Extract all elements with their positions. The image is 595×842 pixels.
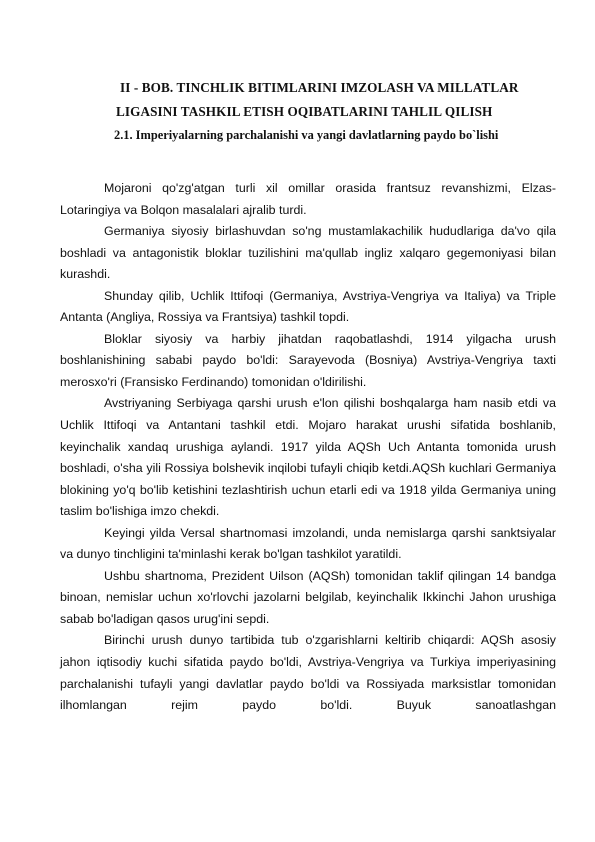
- chapter-title-line-2: LIGASINI TASHKIL ETISH OQIBATLARINI TAHLIL QILISH: [116, 104, 493, 119]
- paragraph: Germaniya siyosiy birlashuvdan so'ng mustamlakachilik hududlariga da'vo qila boshladi va antagonistik bloklar tuzilishini ma'qullab ingliz xalqaro gegemoniyasi bilan kurashdi.: [60, 224, 556, 282]
- paragraph: Mojaroni qo'zg'atgan turli xil omillar orasida frantsuz revanshizmi, Elzas-Lotaringiya va Bolqon masalalari ajralib turdi.: [60, 181, 556, 217]
- paragraph: Keyingi yilda Versal shartnomasi imzolandi, unda nemislarga qarshi sanktsiyalar va dunyo tinchligini ta'minlashi kerak bo'lgan tashkilot yaratildi.: [60, 525, 556, 562]
- section-title: 2.1. Imperiyalarning parchalanishi va yangi davlatlarning paydo bo`lishi: [114, 128, 499, 142]
- body-text: [60, 178, 556, 717]
- paragraph: Bloklar siyosiy va harbiy jihatdan raqobatlashdi, 1914 yilgacha urush boshlanishining sababi paydo bo'ldi: Sarayevoda (Bosniya) Avstriya-Vengriya taxti merosxo'ri (Fransisko Ferdinando) tomonidan o'ldirilishi.: [60, 331, 556, 389]
- paragraph: Ushbu shartnoma, Prezident Uilson (AQSh) tomonidan taklif qilingan 14 bandga binoan, nemislar uchun xo'rlovchi jazolarni belgilab, keyinchalik Ikkinchi Jahon urushiga sabab bo'ladigan qasos urug'ini sepdi.: [60, 568, 556, 626]
- paragraph: Birinchi urush dunyo tartibida tub o'zgarishlarni keltirib chiqardi: AQSh asosiy jahon iqtisodiy kuchi sifatida paydo bo'ldi, Avstriya-Vengriya va Turkiya imperiyasining parchalanishi tufayli yangi davlatlar paydo bo'ldi va Rossiyada marksistlar tomonidan ilhomlangan rejim paydo bo'ldi. Buyuk sanoatlashgan: [60, 633, 556, 713]
- paragraph: Avstriyaning Serbiyaga qarshi urush e'lon qilishi boshqalarga ham nasib etdi va Uchlik Ittifoqi va Antantani tashkil etdi. Mojaro harakat urushi sifatida boshlanib, keyinchalik xandaq urushiga aylandi. 1917 yilda AQSh Uch Antanta tomonida urush boshladi, o'sha yili Rossiya bolshevik inqilobi tufayli chiqib ketdi.AQSh kuchlari Germaniya blokining yo'q bo'lib ketishini tezlashtirish uchun etarli edi va 1918 yilda Germaniya uning taslim bo'lishiga imzo chekdi.: [60, 396, 556, 519]
- chapter-title-line-1: II - BOB. TINCHLIK BITIMLARINI IMZOLASH VA MILLATLAR: [120, 80, 519, 95]
- paragraph: Shunday qilib, Uchlik Ittifoqi (Germaniya, Avstriya-Vengriya va Italiya) va Triple Antanta (Angliya, Rossiya va Frantsiya) tashkil topdi.: [60, 288, 556, 325]
